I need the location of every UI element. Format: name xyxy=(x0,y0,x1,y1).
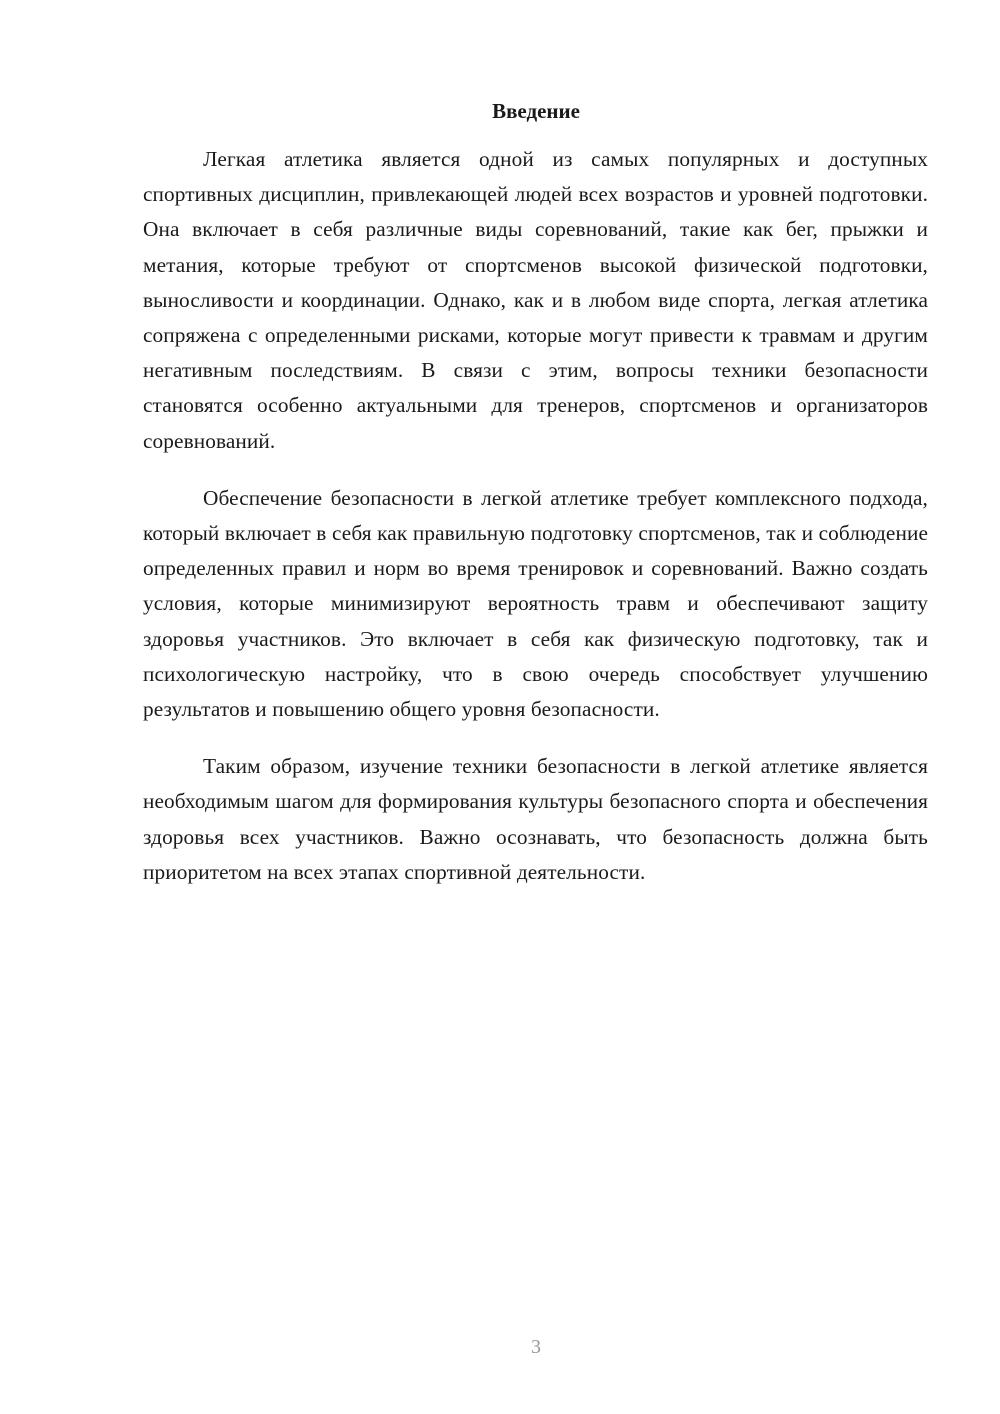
paragraph-1: Легкая атлетика является одной из самых популярных и доступных спортивных дисциплин, привлекающей людей всех возрастов и уровней подготовки. Она включает в себя различные виды соревнований, такие как бег, прыжки и метания, которые требуют от спортсменов высокой физической подготовки, выносливости и координации. Однако, как и в любом виде спорта, легкая атлетика сопряжена с определенными рисками, которые могут привести к травмам и другим негативным последствиям. В связи с этим, вопросы техники безопасности становятся особенно актуальными для тренеров, спортсменов и организаторов соревнований. xyxy=(143,147,928,453)
page-number: 3 xyxy=(531,1336,541,1358)
section-title: Введение xyxy=(492,99,580,123)
paragraph-2: Обеспечение безопасности в легкой атлетике требует комплексного подхода, который включает в себя как правильную подготовку спортсменов, так и соблюдение определенных правил и норм во время тренировок и соревнований. Важно создать условия, которые минимизируют вероятность травм и обеспечивают защиту здоровья участников. Это включает в себя как физическую подготовку, так и психологическую настройку, что в свою очередь способствует улучшению результатов и повышению общего уровня безопасности. xyxy=(143,485,928,722)
paragraph-3: Таким образом, изучение техники безопасности в легкой атлетике является необходимым шагом для формирования культуры безопасного спорта и обеспечения здоровья всех участников. Важно осознавать, что безопасность должна быть приоритетом на всех этапах спортивной деятельности. xyxy=(143,754,928,884)
document-body xyxy=(143,142,928,912)
